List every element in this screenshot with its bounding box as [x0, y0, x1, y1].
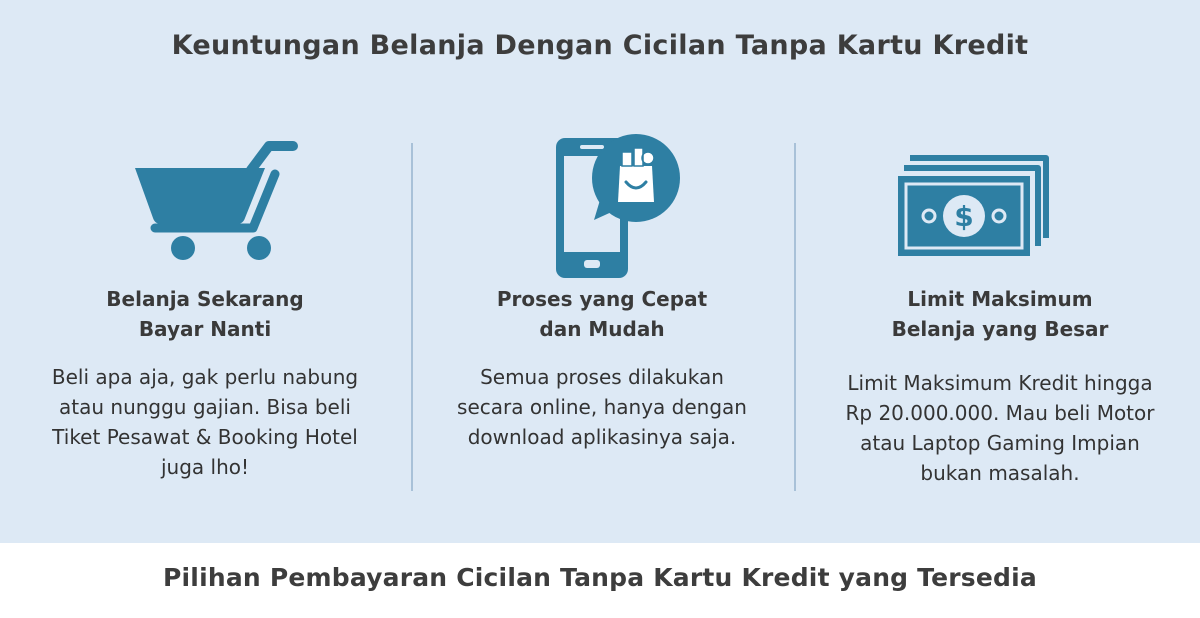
- feature-heading: Belanja Sekarang Bayar Nanti: [106, 287, 304, 341]
- feature-heading: Proses yang Cepat dan Mudah: [496, 287, 708, 341]
- page-title: Keuntungan Belanja Dengan Cicilan Tanpa Kartu Kredit: [171, 30, 1029, 61]
- feature-description: Semua proses dilakukan secara online, hanya dengan download aplikasinya saja.: [457, 365, 747, 449]
- section-title: Pilihan Pembayaran Cicilan Tanpa Kartu Kredit yang Tersedia: [163, 563, 1037, 592]
- svg-text:$: $: [954, 200, 974, 233]
- money-bills-icon: [810, 120, 1190, 280]
- smartphone-shopping-bag-icon: [412, 120, 792, 280]
- feature-description: Beli apa aja, gak perlu nabung atau nunggu gajian. Bisa beli Tiket Pesawat & Booking Hotel juga lho!: [51, 365, 359, 479]
- shopping-cart-icon: [15, 120, 395, 280]
- column-divider-2: [794, 143, 796, 491]
- feature-description: Limit Maksimum Kredit hingga Rp 20.000.000. Mau beli Motor atau Laptop Gaming Impian bukan masalah.: [845, 371, 1155, 485]
- feature-heading: Limit Maksimum Belanja yang Besar: [891, 287, 1109, 341]
